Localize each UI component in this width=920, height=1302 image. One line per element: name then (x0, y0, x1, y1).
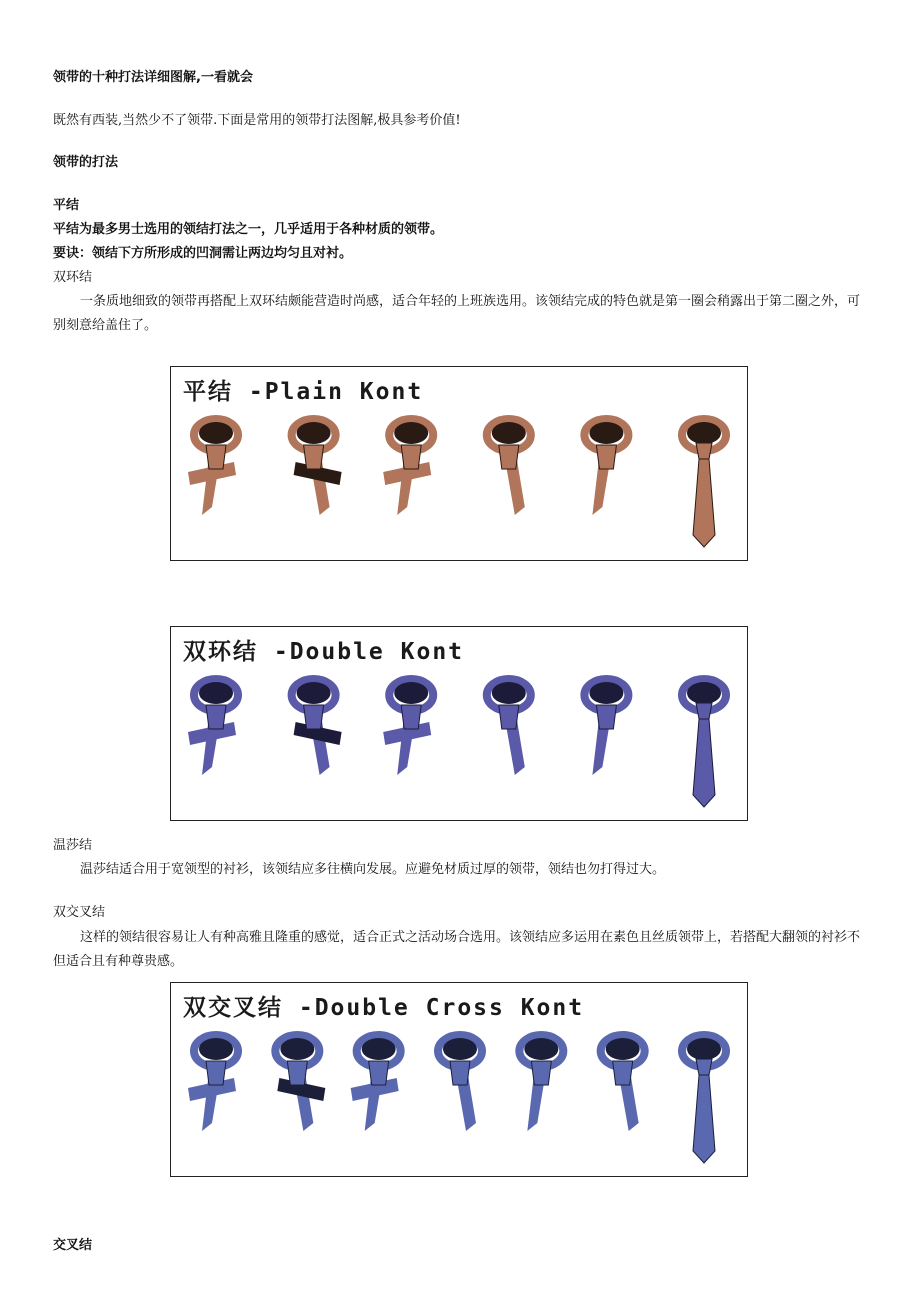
plain-knot-figure (170, 366, 748, 561)
knot-step-1 (188, 419, 238, 515)
figure-title: 平结 -Plain Kont (183, 379, 424, 405)
knot-step-3 (383, 679, 433, 775)
double-knot-heading: 双环结 (53, 270, 93, 285)
plain-knot-heading: 平结 (53, 198, 80, 213)
double-cross-heading: 双交叉结 (53, 905, 106, 920)
knot-step-7 (682, 1035, 726, 1163)
knot-step-4 (487, 419, 531, 515)
section-heading: 领带的打法 (53, 155, 119, 170)
knot-step-6 (601, 1035, 645, 1131)
plain-knot-tip: 要诀：领结下方所形成的凹洞需让两边均匀且对衬。 (53, 246, 353, 261)
double-knot-desc: 一条质地细致的领带再搭配上双环结颇能营造时尚感，适合年轻的上班族选用。该领结完成的特色就是第一圈会稍露出于第二圈之外，可别刻意给盖住了。 (53, 294, 861, 333)
doc-title: 领带的十种打法详细图解,一看就会 (53, 70, 253, 85)
intro-text: 既然有西装,当然少不了领带.下面是常用的领带打法图解,极具参考价值! (53, 113, 461, 128)
knot-step-5 (584, 679, 628, 775)
figure-title: 双交叉结 -Double Cross Kont (183, 995, 585, 1021)
knot-step-5 (519, 1035, 563, 1131)
knot-step-3 (383, 419, 433, 515)
knot-step-6 (682, 419, 726, 547)
knot-step-3 (351, 1035, 401, 1131)
windsor-knot-heading: 温莎结 (53, 838, 93, 853)
knot-step-2 (292, 419, 342, 515)
double-cross-steps (171, 983, 749, 1178)
knot-step-6 (682, 679, 726, 807)
double-cross-figure (170, 982, 748, 1177)
double-knot-steps (171, 627, 749, 822)
knot-step-4 (438, 1035, 482, 1131)
windsor-knot-desc: 温莎结适合用于宽领型的衬衫，该领结应多往横向发展。应避免材质过厚的领带，领结也勿打得过大。 (80, 862, 666, 877)
knot-step-2 (275, 1035, 325, 1131)
knot-step-5 (584, 419, 628, 515)
plain-knot-desc: 平结为最多男士选用的领结打法之一，几乎适用于各种材质的领带。 (53, 222, 444, 237)
knot-step-1 (188, 679, 238, 775)
knot-step-4 (487, 679, 531, 775)
cross-knot-heading: 交叉结 (53, 1238, 93, 1253)
double-cross-desc: 这样的领结很容易让人有种高雅且隆重的感觉，适合正式之活动场合选用。该领结应多运用在素色且丝质领带上，若搭配大翻领的衬衫不但适合且有种尊贵感。 (53, 930, 861, 969)
double-knot-figure (170, 626, 748, 821)
knot-step-1 (188, 1035, 238, 1131)
figure-title: 双环结 -Double Kont (183, 639, 465, 665)
knot-step-2 (292, 679, 342, 775)
plain-knot-steps (171, 367, 749, 562)
